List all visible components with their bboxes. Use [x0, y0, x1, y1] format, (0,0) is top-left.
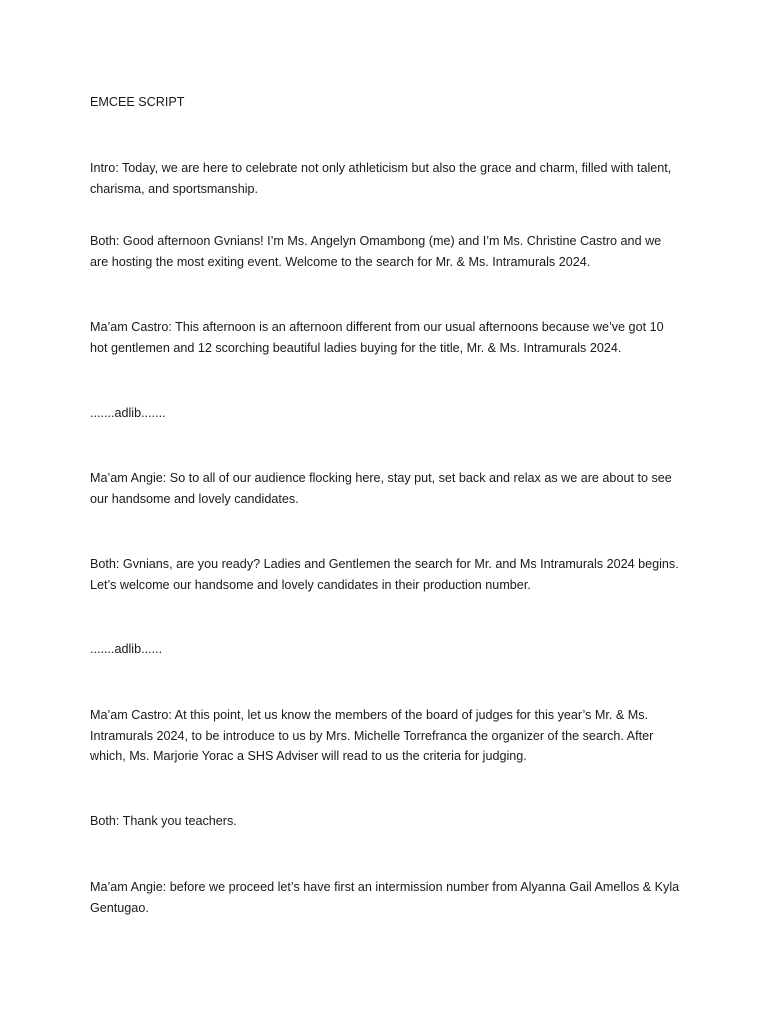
paragraph-castro-afternoon: Ma’am Castro: This afternoon is an afternoon different from our usual afternoons because we’ve got 10 hot gentlemen and 12 scorching beautiful ladies buying for the title, Mr. & Ms. Intramurals 2024.	[90, 320, 664, 355]
paragraph-adlib-1: .......adlib.......	[90, 406, 166, 420]
paragraph-adlib-2: .......adlib......	[90, 642, 163, 656]
paragraph-castro-judges: Ma’am Castro: At this point, let us know the members of the board of judges for this year’s Mr. & Ms. Intramurals 2024, to be introduce to us by Mrs. Michelle Torrefranca the organizer of the search. After which, Ms. Marjorie Yorac a SHS Adviser will read to us the criteria for judging.	[90, 708, 654, 763]
paragraph-angie-audience: Ma’am Angie: So to all of our audience flocking here, stay put, set back and relax as we are about to see our handsome and lovely candidates.	[90, 471, 672, 506]
paragraph-both-greeting: Both: Good afternoon Gvnians! I’m Ms. Angelyn Omambong (me) and I’m Ms. Christine Castro and we are hosting the most exiting event. Welcome to the search for Mr. & Ms. Intramurals 2024.	[90, 234, 662, 269]
document-title: EMCEE SCRIPT	[90, 95, 185, 109]
paragraph-intro: Intro: Today, we are here to celebrate not only athleticism but also the grace and charm, filled with talent, charisma, and sportsmanship.	[90, 161, 672, 196]
paragraph-both-ready: Both: Gvnians, are you ready? Ladies and Gentlemen the search for Mr. and Ms Intramurals 2024 begins. Let’s welcome our handsome and lovely candidates in their production number.	[90, 557, 679, 592]
paragraph-angie-intermission: Ma’am Angie: before we proceed let’s have first an intermission number from Alyanna Gail Amellos & Kyla Gentugao.	[90, 880, 680, 915]
paragraph-both-thanks: Both: Thank you teachers.	[90, 814, 237, 828]
